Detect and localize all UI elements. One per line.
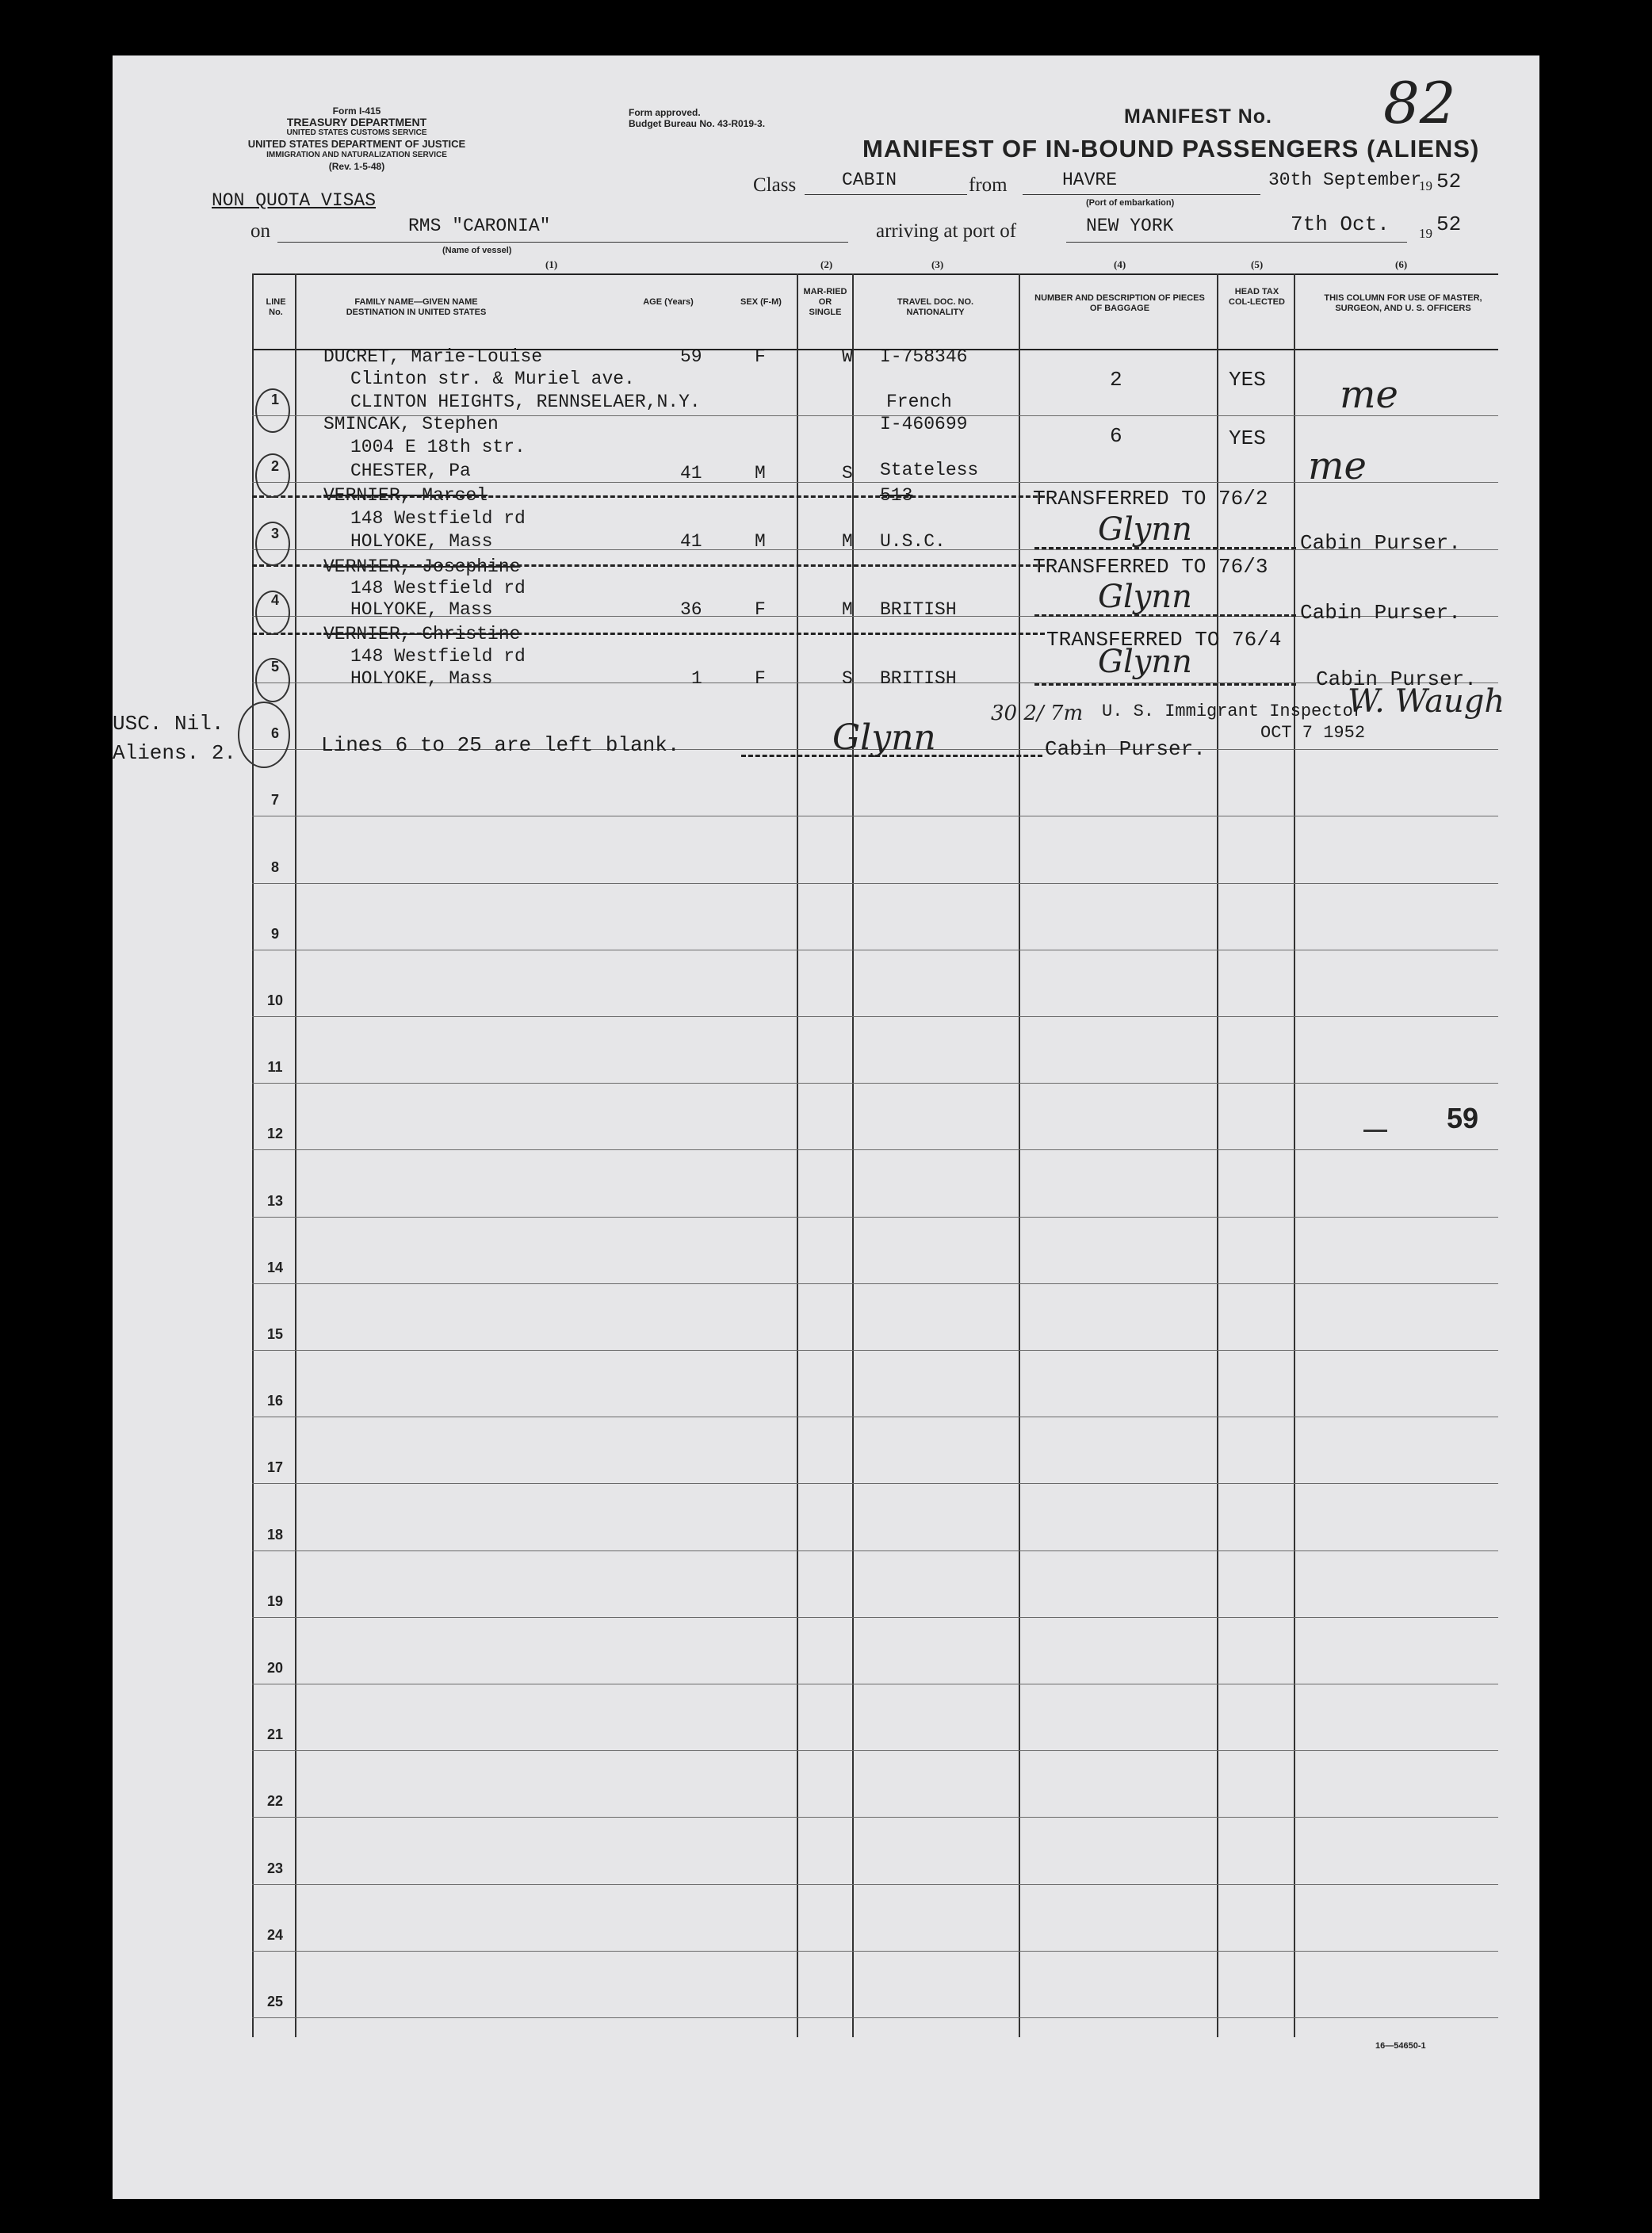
colnum-6: (6) xyxy=(1395,258,1408,270)
inspector-signature: W. Waugh xyxy=(1348,683,1505,720)
entry-5-age: 1 xyxy=(691,668,702,689)
from-underline xyxy=(1023,194,1260,195)
from-label: from xyxy=(969,174,1008,196)
form-code: 16—54650-1 xyxy=(1375,2041,1426,2051)
entry-2-tax: YES xyxy=(1229,426,1266,450)
line-number: 16 xyxy=(266,1393,284,1409)
entry-2-age: 41 xyxy=(680,463,702,484)
line-number: 9 xyxy=(270,925,279,942)
margin-usc: USC. Nil. xyxy=(113,712,224,736)
entry-4-nat: BRITISH xyxy=(880,599,957,620)
count-dash xyxy=(1363,1130,1387,1132)
manifest-number: 82 xyxy=(1383,70,1456,136)
line-number: 22 xyxy=(266,1793,284,1810)
entry-2-mark: me xyxy=(1308,444,1367,488)
on-label: on xyxy=(250,220,270,242)
entry-1-mark: me xyxy=(1340,373,1398,417)
entry-4-sex: F xyxy=(755,599,766,620)
entry-2-addr1: 1004 E 18th str. xyxy=(350,437,526,457)
class-underline xyxy=(805,194,967,195)
manifest-label: MANIFEST No. xyxy=(1124,105,1272,128)
visa-note: NON QUOTA VISAS xyxy=(212,190,377,211)
entry-5-addr2: HOLYOKE, Mass xyxy=(350,668,493,689)
line-number: 20 xyxy=(266,1660,284,1676)
count-value: 59 xyxy=(1447,1102,1479,1134)
line-number: 23 xyxy=(266,1860,284,1876)
class-value: CABIN xyxy=(842,170,897,190)
entry-3-age: 41 xyxy=(680,531,702,552)
line-number: 4 xyxy=(270,591,279,608)
entry-3-nat: U.S.C. xyxy=(880,531,946,552)
row-line xyxy=(252,1483,1498,1484)
entry-3-purser: Cabin Purser. xyxy=(1300,531,1461,555)
margin-aliens: Aliens. 2. xyxy=(113,741,237,765)
strike-line xyxy=(1034,614,1296,617)
arrival-port: NEW YORK xyxy=(1086,216,1174,236)
line6-purser-sig: Glynn xyxy=(832,717,936,758)
line-number: 12 xyxy=(266,1126,284,1142)
line-number: 21 xyxy=(266,1726,284,1743)
arrival-underline xyxy=(1066,242,1407,243)
line6-purser: Cabin Purser. xyxy=(1045,737,1206,761)
entry-4-addr2: HOLYOKE, Mass xyxy=(350,599,493,620)
manifest-page xyxy=(113,55,1539,2199)
entry-3-purser-sig: Glynn xyxy=(1098,511,1192,548)
entry-5-sex: F xyxy=(755,668,766,689)
form-approved: Form approved. xyxy=(629,107,701,118)
header-travel: TRAVEL DOC. NO. NATIONALITY xyxy=(897,297,974,317)
arrival-date: 7th Oct. xyxy=(1291,212,1390,236)
entry-5-ms: S xyxy=(842,668,853,689)
strike-line xyxy=(252,633,1045,635)
row-line xyxy=(252,1750,1498,1751)
entry-3-name: VERNIER, Marcel xyxy=(323,485,488,506)
embark-note: (Port of embarkation) xyxy=(1086,198,1175,208)
revision: (Rev. 1-5-48) xyxy=(328,161,385,172)
header-name: FAMILY NAME—GIVEN NAME DESTINATION IN UNITED STATES xyxy=(346,297,487,317)
entry-3-addr2: HOLYOKE, Mass xyxy=(350,531,493,552)
line-number: 7 xyxy=(270,792,279,809)
ins-service: IMMIGRATION AND NATURALIZATION SERVICE xyxy=(266,151,447,159)
entry-1-addr2: CLINTON HEIGHTS, RENNSELAER,N.Y. xyxy=(350,392,701,412)
entry-2-nat: Stateless xyxy=(880,460,979,480)
entry-5-purser: Cabin Purser. xyxy=(1316,667,1477,691)
col-line-after-doc xyxy=(1019,273,1020,2037)
entry-4-transfer: TRANSFERRED TO 76/3 xyxy=(1033,555,1268,579)
form-approval xyxy=(629,107,765,129)
arrival-year: 52 xyxy=(1436,212,1462,236)
row-line xyxy=(252,1617,1498,1618)
arriving-label: arriving at port of xyxy=(876,220,1017,242)
line-number: 18 xyxy=(266,1526,284,1543)
entry-1-name: DUCRET, Marie-Louise xyxy=(323,346,543,367)
row-line xyxy=(252,1283,1498,1284)
entry-1-doc: I-758346 xyxy=(880,346,968,367)
entry-5-transfer: TRANSFERRED TO 76/4 xyxy=(1046,628,1282,652)
line-number: 15 xyxy=(266,1326,284,1342)
embark-year: 52 xyxy=(1436,170,1462,193)
entry-3-doc: 513 xyxy=(880,485,913,506)
strike-line xyxy=(1034,547,1296,549)
row-line xyxy=(252,1149,1498,1150)
from-value: HAVRE xyxy=(1062,170,1118,190)
row-line xyxy=(252,1550,1498,1551)
col-line-after-tax xyxy=(1294,273,1295,2037)
row-line xyxy=(252,1083,1498,1084)
line6-sig-date: 30 2/ 7m xyxy=(991,702,1084,725)
entry-2-ms: S xyxy=(842,463,853,484)
line-number: 13 xyxy=(266,1192,284,1209)
class-label: Class xyxy=(753,174,797,196)
entry-2-doc: I-460699 xyxy=(880,414,968,434)
form-number: Form I-415 xyxy=(332,105,381,117)
col-line-after-bags xyxy=(1217,273,1218,2037)
inspector-date: OCT 7 1952 xyxy=(1260,723,1366,743)
line-circle xyxy=(255,658,290,702)
header-sex: SEX (F-M) xyxy=(740,297,782,307)
vessel-note: (Name of vessel) xyxy=(442,246,512,255)
entry-5-name: VERNIER, Christine xyxy=(323,624,521,644)
entry-5-addr1: 148 Westfield rd xyxy=(350,646,526,667)
row-line xyxy=(252,1217,1498,1218)
entry-2-bags: 6 xyxy=(1110,424,1122,448)
line-number: 25 xyxy=(266,1994,284,2009)
entry-3-transfer: TRANSFERRED TO 76/2 xyxy=(1033,487,1268,510)
header-headtax: HEAD TAX COL-LECTED xyxy=(1229,287,1285,307)
embark-year-prefix: 19 xyxy=(1419,178,1432,193)
strike-line xyxy=(1034,683,1296,686)
line-circle xyxy=(255,591,290,635)
line-number: 8 xyxy=(270,858,279,875)
colnum-3: (3) xyxy=(931,258,944,270)
colnum-4: (4) xyxy=(1114,258,1126,270)
entry-1-addr1: Clinton str. & Muriel ave. xyxy=(350,369,635,389)
row-line xyxy=(252,883,1498,884)
embark-date: 30th September xyxy=(1268,170,1422,190)
entry-4-addr1: 148 Westfield rd xyxy=(350,578,526,598)
line-number: 24 xyxy=(266,1926,284,1943)
table-top xyxy=(252,273,1498,275)
row-line xyxy=(252,1951,1498,1952)
customs-service: UNITED STATES CUSTOMS SERVICE xyxy=(286,128,427,137)
entry-1-tax: YES xyxy=(1229,368,1266,392)
line-circle xyxy=(255,522,290,566)
entry-4-ms: M xyxy=(842,599,853,620)
header-baggage: NUMBER AND DESCRIPTION OF PIECES OF BAGGAGE xyxy=(1034,293,1205,313)
header-officers: THIS COLUMN FOR USE OF MASTER, SURGEON, AND U. S. OFFICERS xyxy=(1324,293,1482,313)
line-number: 5 xyxy=(270,659,279,675)
vessel-underline xyxy=(277,242,848,243)
entry-3-addr1: 148 Westfield rd xyxy=(350,508,526,529)
line-number: 2 xyxy=(270,458,279,475)
row-line xyxy=(252,1016,1498,1017)
entry-2-name: SMINCAK, Stephen xyxy=(323,414,499,434)
form-header-left xyxy=(238,105,476,172)
budget-bureau: Budget Bureau No. 43-R019-3. xyxy=(629,118,766,129)
entry-1-nat: French xyxy=(886,392,952,412)
arrival-year-prefix: 19 xyxy=(1419,226,1432,241)
colnum-1: (1) xyxy=(545,258,558,270)
entry-5-purser-sig: Glynn xyxy=(1098,644,1192,680)
col-line-after-ms2 xyxy=(797,273,798,2037)
entry-4-age: 36 xyxy=(680,599,702,620)
entry-1-bags: 2 xyxy=(1110,368,1122,392)
header-line-no: LINE No. xyxy=(266,297,286,317)
colnum-2: (2) xyxy=(820,258,833,270)
line-number: 11 xyxy=(267,1059,283,1076)
line-number: 1 xyxy=(270,392,279,408)
header-age: AGE (Years) xyxy=(643,297,694,307)
entry-3-sex: M xyxy=(755,531,766,552)
strike-line xyxy=(252,564,1045,567)
row-line xyxy=(252,1817,1498,1818)
line-number: 19 xyxy=(266,1593,284,1609)
strike-line xyxy=(252,495,1045,498)
entry-1-sex: F xyxy=(755,346,766,367)
row-line xyxy=(252,2017,1498,2018)
entry-1-ms: W xyxy=(842,346,853,367)
entry-4-purser-sig: Glynn xyxy=(1098,579,1192,615)
header-married: MAR-RIED OR SINGLE xyxy=(803,287,847,317)
col-line-left xyxy=(252,273,254,2037)
page-title: MANIFEST OF IN-BOUND PASSENGERS (ALIENS) xyxy=(862,135,1480,163)
line-number: 17 xyxy=(266,1459,284,1476)
row-line xyxy=(252,1350,1498,1351)
entry-4-name: VERNIER, Josephine xyxy=(323,556,521,577)
entry-5-nat: BRITISH xyxy=(880,668,957,689)
line-number: 3 xyxy=(270,525,279,541)
vessel-name: RMS "CARONIA" xyxy=(408,216,551,236)
col-line-after-lineno xyxy=(295,273,296,2037)
entry-2-sex: M xyxy=(755,463,766,484)
line-number: 10 xyxy=(266,992,284,1008)
line-circle xyxy=(255,453,290,498)
entry-2-addr2: CHESTER, Pa xyxy=(350,461,471,481)
colnum-5: (5) xyxy=(1251,258,1264,270)
inspector-title: U. S. Immigrant Inspector xyxy=(1102,702,1364,721)
row-line xyxy=(252,1884,1498,1885)
entry-4-purser: Cabin Purser. xyxy=(1300,601,1461,625)
treasury-dept: TREASURY DEPARTMENT xyxy=(286,116,427,128)
line6-text: Lines 6 to 25 are left blank. xyxy=(321,733,680,757)
line-number: 6 xyxy=(270,725,279,742)
entry-1-age: 59 xyxy=(680,346,702,367)
line-number: 14 xyxy=(266,1259,284,1275)
justice-dept: UNITED STATES DEPARTMENT OF JUSTICE xyxy=(247,138,466,150)
line-circle xyxy=(255,388,290,433)
entry-3-ms: M xyxy=(842,531,853,552)
